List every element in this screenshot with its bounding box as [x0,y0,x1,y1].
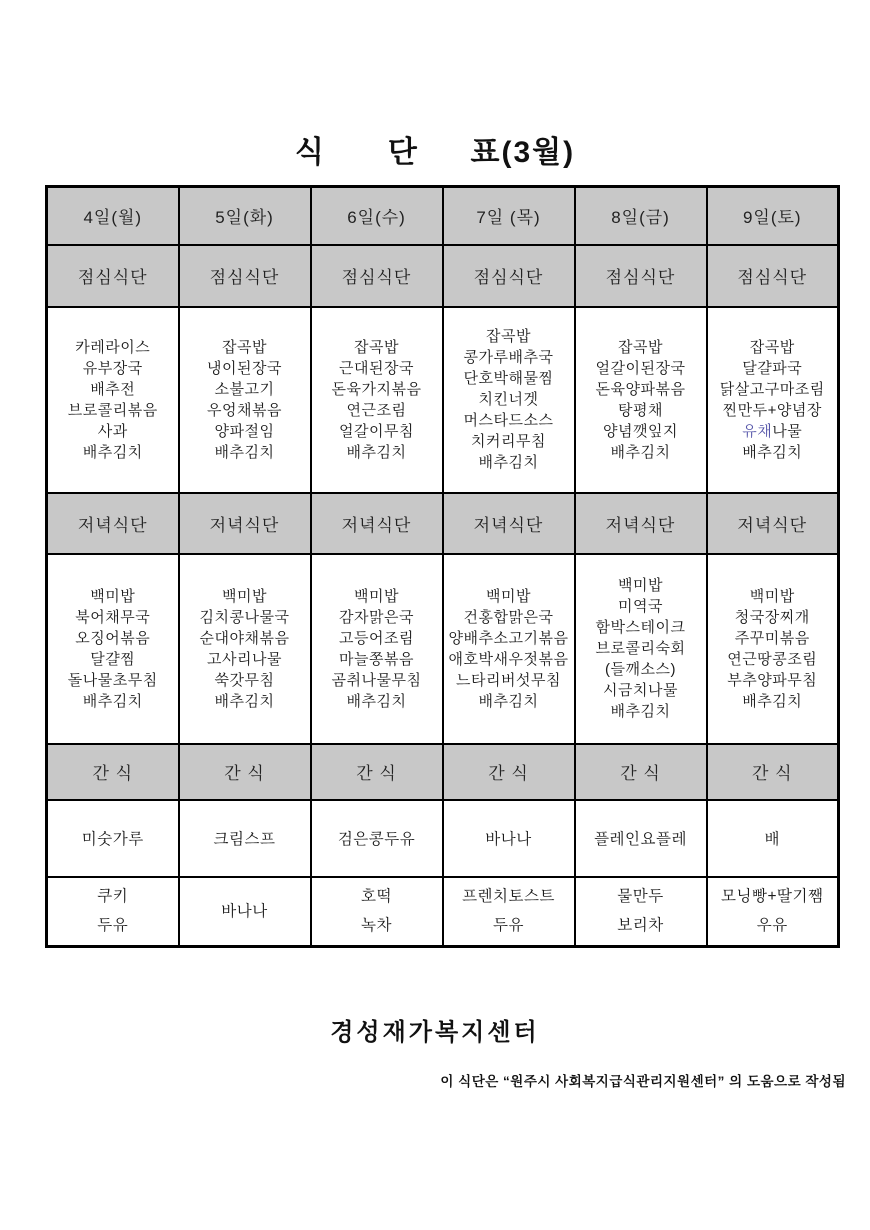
menu-item: 8일(금) [611,208,670,228]
menu-item: 돌나물초무침 [67,671,158,689]
lunch-menu-cell [47,307,179,493]
lunch-header-cell [179,245,311,307]
lunch-header-cell [47,245,179,307]
day-header-cell [311,187,443,245]
table-row [47,877,839,947]
menu-item: 쿠키 [97,888,129,906]
menu-item: 배추김치 [610,443,671,461]
dinner-menu-cell [575,554,707,744]
snack2-cell [311,877,443,947]
menu-item: 오징어볶음 [75,629,151,647]
table-row [47,493,839,554]
day-header-cell [443,187,575,245]
menu-item: 청국장찌개 [734,608,810,626]
menu-item: 사과 [97,422,128,440]
menu-item: 배추김치 [742,692,803,710]
menu-item: 치킨너겟 [478,391,539,408]
menu-item: 백미밥 [486,587,531,605]
snack1-cell [443,800,575,877]
menu-item: 저녁식단 [737,515,808,535]
day-header-cell [47,187,179,245]
menu-item: 시금치나물 [603,682,678,699]
snack1-cell [311,800,443,877]
menu-item: 건홍합맑은국 [463,608,554,626]
menu-item: 양배추소고기볶음 [448,629,569,647]
menu-item: 배추김치 [346,692,407,710]
dinner-menu-cell [179,554,311,744]
dinner-header-cell [179,493,311,554]
snack2-cell [179,877,311,947]
menu-item: 배추김치 [346,443,407,461]
menu-item: 간 식 [751,764,793,783]
menu-item: (들깨소스) [605,661,676,678]
menu-item: 우엉채볶음 [207,401,282,419]
menu-item: 유부장국 [82,359,143,377]
menu-item: 배추김치 [214,443,275,461]
menu-item: 백미밥 [90,587,136,605]
menu-item: 돈육양파볶음 [595,380,686,398]
menu-item: 배추김치 [610,703,671,720]
dinner-menu-cell [707,554,839,744]
snack-header-cell [179,744,311,800]
menu-item: 저녁식단 [77,515,148,535]
lunch-menu-cell [443,307,575,493]
menu-item: 6일(수) [347,208,406,228]
menu-item: 점심식단 [605,268,676,287]
menu-item: 머스타드소스 [463,412,554,429]
snack-header-cell [707,744,839,800]
menu-item: 바나나 [485,831,532,848]
lunch-menu-cell [179,307,311,493]
menu-item: 배 [764,831,780,848]
menu-item: 백미밥 [222,587,267,605]
snack1-cell [575,800,707,877]
menu-item [708,421,838,442]
menu-item: 애호박새우젓볶음 [448,650,569,668]
menu-item: 달걀파국 [742,359,803,377]
day-header-cell [707,187,839,245]
dinner-header-cell [47,493,179,554]
table-row [47,307,839,493]
menu-item: 간 식 [92,764,134,783]
menu-item: 얼갈이된장국 [595,359,686,377]
menu-item: 고등어조림 [339,629,414,647]
table-row [47,800,839,877]
menu-item: 양파절임 [214,422,275,440]
menu-item: 4일(월) [83,208,143,228]
menu-item: 보리차 [617,917,664,935]
menu-item: 녹차 [361,917,392,935]
snack-header-cell [443,744,575,800]
menu-item: 점심식단 [341,268,412,287]
menu-item: 저녁식단 [473,515,544,535]
highlighted-text: 유채 [742,422,773,440]
credit-note: 이 식단은 “원주시 사회복지급식관리지원센터” 의 도움으로 작성됨 [440,1074,846,1089]
menu-item: 돈육가지볶음 [331,380,422,398]
day-header-cell [179,187,311,245]
meal-plan-table [45,185,840,948]
dinner-header-cell [707,493,839,554]
menu-item: 5일(화) [215,208,274,228]
dinner-header-cell [311,493,443,554]
lunch-menu-cell [575,307,707,493]
menu-item: 찐만두+양념장 [722,401,822,419]
menu-item: 배추전 [90,380,136,398]
menu-item: 점심식단 [473,268,544,287]
menu-item: 우유 [756,917,788,935]
menu-item: 쑥갓무침 [214,671,275,689]
menu-item: 마늘쫑볶음 [339,650,414,668]
menu-item: 근대된장국 [339,359,414,377]
menu-item: 연근조림 [346,401,407,419]
menu-item: 치커리무침 [471,433,546,450]
table-row [47,554,839,744]
table-row [47,744,839,800]
menu-item: 미역국 [618,598,663,615]
menu-item: 배추김치 [742,443,803,461]
dinner-menu-cell [311,554,443,744]
snack-header-cell [575,744,707,800]
page-title: 식 단 표(3월) [294,136,576,169]
menu-item: 카레라이스 [75,338,151,356]
menu-item: 느타리버섯무침 [456,671,561,689]
table-row [47,245,839,307]
menu-item: 점심식단 [209,268,280,287]
menu-item: 두유 [493,917,524,935]
menu-item: 프렌치토스트 [462,888,555,906]
menu-item: 백미밥 [618,577,663,594]
snack2-cell [47,877,179,947]
plain-text: 나물 [772,422,803,440]
menu-item: 배추김치 [82,692,143,710]
menu-item: 호떡 [361,888,392,906]
dinner-header-cell [443,493,575,554]
meal-plan-table-body [47,187,839,947]
menu-item: 두유 [97,917,129,935]
snack1-cell [179,800,311,877]
dinner-header-cell [575,493,707,554]
menu-item: 잡곡밥 [354,338,399,356]
menu-item: 브로콜리숙회 [595,640,686,657]
menu-item: 소불고기 [214,380,275,398]
menu-item: 콩가루배추국 [463,349,554,366]
menu-item: 점심식단 [737,268,808,287]
menu-item: 저녁식단 [209,515,280,535]
menu-item: 배추김치 [478,454,539,471]
menu-item: 미숫가루 [81,831,144,848]
lunch-menu-cell [311,307,443,493]
menu-item: 저녁식단 [341,515,412,535]
menu-item: 고사리나물 [207,650,282,668]
menu-item: 배추김치 [478,692,539,710]
dinner-menu-cell [443,554,575,744]
menu-item: 브로콜리볶음 [67,401,158,419]
menu-item: 냉이된장국 [207,359,282,377]
lunch-menu-cell [707,307,839,493]
lunch-header-cell [311,245,443,307]
menu-item: 탕평채 [618,401,663,419]
snack1-cell [47,800,179,877]
menu-item: 백미밥 [749,587,795,605]
menu-item: 잡곡밥 [749,338,795,356]
menu-item: 점심식단 [77,268,148,287]
menu-item: 부추양파무침 [727,671,818,689]
menu-item: 백미밥 [354,587,399,605]
snack2-cell [443,877,575,947]
menu-item: 간 식 [224,764,265,783]
menu-item: 잡곡밥 [618,338,663,356]
menu-item: 연근땅콩조림 [727,650,818,668]
menu-item: 순대야채볶음 [199,629,290,647]
snack1-cell [707,800,839,877]
menu-item: 얼갈이무침 [339,422,414,440]
menu-item: 바나나 [221,902,268,920]
menu-item: 곰취나물무침 [331,671,422,689]
snack2-cell [707,877,839,947]
menu-item: 감자맑은국 [339,608,414,626]
menu-item: 북어채무국 [75,608,151,626]
menu-item: 물만두 [617,888,664,906]
menu-item: 배추김치 [82,443,143,461]
snack-header-cell [47,744,179,800]
table-row [47,187,839,245]
menu-item: 간 식 [356,764,397,783]
menu-item: 김치콩나물국 [199,608,290,626]
menu-item: 잡곡밥 [222,338,267,356]
menu-item: 함박스테이크 [595,619,686,636]
menu-item: 잡곡밥 [486,328,531,345]
menu-item: 간 식 [620,764,661,783]
menu-item: 검은콩두유 [337,831,416,848]
lunch-header-cell [575,245,707,307]
menu-item: 모닝빵+딸기쨈 [721,888,824,906]
dinner-menu-cell [47,554,179,744]
menu-item: 단호박해물찜 [463,370,554,387]
day-header-cell [575,187,707,245]
lunch-header-cell [443,245,575,307]
menu-item: 달걀찜 [90,650,136,668]
menu-item: 간 식 [488,764,529,783]
lunch-header-cell [707,245,839,307]
menu-item: 양념깻잎지 [603,422,678,440]
menu-item: 크림스프 [213,831,276,848]
menu-item: 주꾸미볶음 [734,629,810,647]
menu-item: 배추김치 [214,692,275,710]
menu-item: 9일(토) [742,208,802,228]
center-name: 경성재가복지센터 [330,1019,540,1046]
menu-item: 닭살고구마조림 [719,380,825,398]
snack2-cell [575,877,707,947]
snack-header-cell [311,744,443,800]
menu-item: 저녁식단 [605,515,676,535]
menu-item: 7일 (목) [476,208,541,228]
menu-item: 플레인요플레 [594,831,687,848]
